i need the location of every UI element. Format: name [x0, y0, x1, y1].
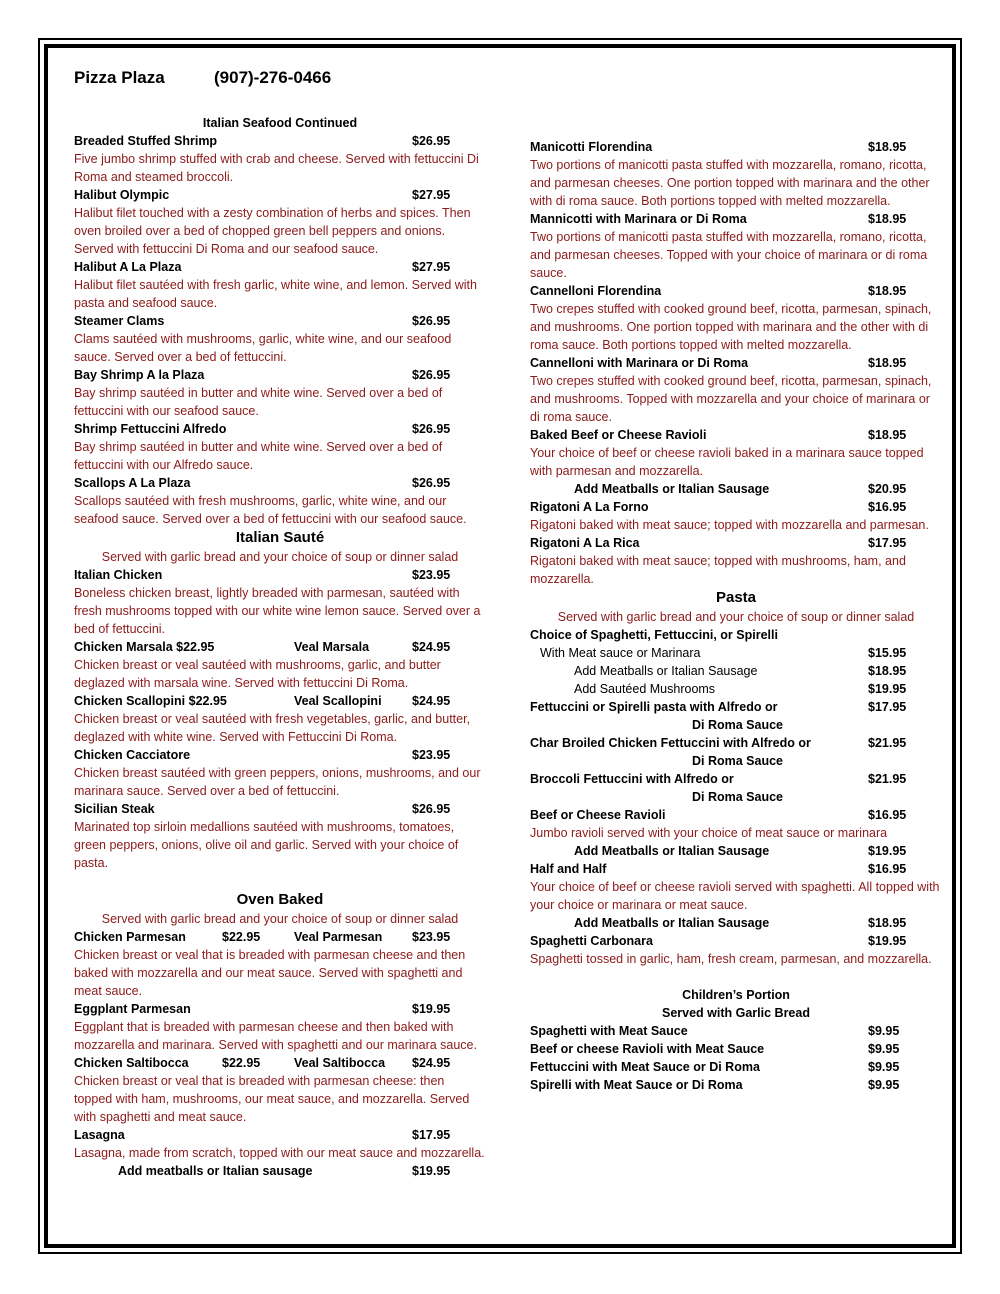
item-price: $26.95	[412, 476, 451, 490]
item-price: $18.95	[868, 284, 907, 298]
item-description: Lasagna, made from scratch, topped with our meat sauce and mozzarella.	[74, 1146, 485, 1160]
item-price: $26.95	[412, 422, 451, 436]
item-price: $17.95	[868, 536, 907, 550]
menu-item	[74, 420, 486, 474]
item-continuation	[530, 716, 942, 734]
item-description: Halibut filet sautéed with fresh garlic, white wine, and lemon. Served with pasta and seafood sauce.	[74, 278, 477, 310]
item-price: $26.95	[412, 134, 451, 148]
menu-addon	[530, 842, 942, 860]
item-description: Chicken breast or veal sautéed with mushrooms, garlic, and butter deglazed with marsala wine. Served with fettuccini Di Roma.	[74, 658, 441, 690]
menu-item	[530, 1022, 942, 1040]
addon-name: Add Meatballs or Italian Sausage	[574, 664, 758, 678]
item-price: $16.95	[868, 500, 907, 514]
menu-item	[74, 928, 486, 1000]
item-price: $23.95	[412, 748, 451, 762]
menu-item	[530, 498, 942, 534]
menu-addon	[530, 680, 942, 698]
left-column	[74, 114, 486, 1180]
menu-item	[74, 186, 486, 258]
menu-item	[530, 354, 942, 426]
item-price: $24.95	[412, 640, 451, 654]
item-name: Bay Shrimp A la Plaza	[74, 368, 205, 382]
item-description: Two portions of manicotti pasta stuffed with mozzarella, romano, ricotta, and parmesan cheeses. One portion topped with marinara and the other with di roma sauce. Both portions topped with melted mozzarella.	[530, 158, 930, 208]
item-description: Halibut filet touched with a zesty combination of herbs and spices. Then oven broiled over a bed of chopped green bell peppers and onions. Served with fettuccini Di Roma and our seafood sauce.	[74, 206, 471, 256]
item-description: Five jumbo shrimp stuffed with crab and cheese. Served with fettuccini Di Roma and steamed broccoli.	[74, 152, 479, 184]
item-price: $17.95	[868, 700, 907, 714]
section-subtitle: Served with Garlic Bread	[662, 1006, 810, 1020]
section-title: Oven Baked	[236, 891, 324, 908]
item-name: Char Broiled Chicken Fettuccini with Alfredo or	[530, 736, 811, 750]
menu-item	[530, 282, 942, 354]
item-description: Rigatoni baked with meat sauce; topped with mushrooms, ham, and mozzarella.	[530, 554, 906, 586]
item-description: Two portions of manicotti pasta stuffed with mozzarella, romano, ricotta, and parmesan cheeses. Topped with your choice of marinara or di roma sauce.	[530, 230, 928, 280]
item-name: Breaded Stuffed Shrimp	[74, 134, 218, 148]
menu-item	[74, 1054, 486, 1126]
pasta-choice	[530, 626, 942, 644]
menu-item	[530, 138, 942, 210]
item-description: Jumbo ravioli served with your choice of meat sauce or marinara	[530, 826, 888, 840]
item-name: Half and Half	[530, 862, 607, 876]
item-price: $21.95	[868, 772, 907, 786]
item-description: Boneless chicken breast, lightly breaded with parmesan, sautéed with fresh mushrooms topped with our white wine lemon sauce. Served over a bed of fettuccini.	[74, 586, 481, 636]
item-name: Eggplant Parmesan	[74, 1002, 191, 1016]
menu-item	[530, 932, 942, 968]
right-column	[530, 138, 942, 1094]
item-price: $15.95	[868, 646, 907, 660]
addon-name: Add Meatballs or Italian Sausage	[574, 916, 770, 930]
item-name: Chicken Scallopini $22.95	[74, 694, 227, 708]
item-price: $26.95	[412, 802, 451, 816]
item-name: Baked Beef or Cheese Ravioli	[530, 428, 707, 442]
item-name: Mannicotti with Marinara or Di Roma	[530, 212, 747, 226]
section-subtitle: Served with garlic bread and your choice of soup or dinner salad	[557, 610, 915, 624]
addon-price: $18.95	[868, 664, 907, 678]
item-name: Fettuccini or Spirelli pasta with Alfredo or	[530, 700, 778, 714]
section-title: Italian Sauté	[235, 529, 325, 546]
item-name: Spaghetti Carbonara	[530, 934, 653, 948]
menu-item	[74, 746, 486, 800]
addon-name: Add Meatballs or Italian Sausage	[574, 844, 770, 858]
item-description: Eggplant that is breaded with parmesan cheese and then baked with mozzarella and marinara. Served with spaghetti and our marinara sauce.	[74, 1020, 477, 1052]
item-continuation	[530, 752, 942, 770]
item-price: $9.95	[868, 1042, 900, 1056]
item-name: Halibut Olympic	[74, 188, 170, 202]
menu-addon	[530, 662, 942, 680]
menu-item	[74, 474, 486, 528]
menu-item	[530, 860, 942, 914]
item-price: $27.95	[412, 260, 451, 274]
section-subtitle: Served with garlic bread and your choice of soup or dinner salad	[101, 912, 459, 926]
item-name: Cannelloni Florendina	[530, 284, 662, 298]
item-price: $18.95	[868, 212, 907, 226]
item-alt-name: Veal Marsala	[294, 640, 370, 654]
item-price: $18.95	[868, 428, 907, 442]
item-name: Fettuccini with Meat Sauce or Di Roma	[530, 1060, 760, 1074]
item-price: $26.95	[412, 368, 451, 382]
menu-item	[530, 534, 942, 588]
item-description: Chicken breast or veal that is breaded with parmesan cheese and then baked with mozzarella and our meat sauce. Served with spaghetti and meat sauce.	[74, 948, 466, 998]
item-description: Chicken breast or veal that is breaded with parmesan cheese: then topped with ham, mushrooms, our meat sauce, and mozzarella. Served with spaghetti and meat sauce.	[74, 1074, 470, 1124]
menu-item	[530, 1040, 942, 1058]
menu-item	[530, 210, 942, 282]
item-name: Chicken Saltibocca	[74, 1056, 189, 1070]
item-name: Chicken Marsala $22.95	[74, 640, 215, 654]
item-description: Bay shrimp sautéed in butter and white wine. Served over a bed of fettuccini with our Alfredo sauce.	[74, 440, 443, 472]
item-price: $27.95	[412, 188, 451, 202]
item-price-chicken: $22.95	[222, 1056, 261, 1070]
item-price: $23.95	[412, 930, 451, 944]
item-name-cont: Di Roma Sauce	[692, 790, 784, 804]
item-price: $24.95	[412, 694, 451, 708]
menu-item	[74, 800, 486, 872]
item-name: Cannelloni with Marinara or Di Roma	[530, 356, 749, 370]
item-description: Chicken breast sautéed with green peppers, onions, mushrooms, and our marinara sauce. Served over a bed of fettuccini.	[74, 766, 481, 798]
addon-price: $20.95	[868, 482, 907, 496]
item-price: $18.95	[868, 356, 907, 370]
menu-item	[74, 638, 486, 692]
item-price: $23.95	[412, 568, 451, 582]
addon-name: Add Sautéed Mushrooms	[574, 682, 716, 696]
item-name: Choice of Spaghetti, Fettuccini, or Spirelli	[530, 628, 778, 642]
item-price: $21.95	[868, 736, 907, 750]
item-price: $16.95	[868, 808, 907, 822]
item-name: Beef or cheese Ravioli with Meat Sauce	[530, 1042, 765, 1056]
item-name: Broccoli Fettuccini with Alfredo or	[530, 772, 734, 786]
item-price: $26.95	[412, 314, 451, 328]
menu-item	[530, 426, 942, 480]
item-price: $19.95	[412, 1002, 451, 1016]
section-title: Children’s Portion	[682, 988, 790, 1002]
item-description: Bay shrimp sautéed in butter and white wine. Served over a bed of fettuccini with our seafood sauce.	[74, 386, 443, 418]
menu-header	[74, 68, 332, 88]
item-price: $16.95	[868, 862, 907, 876]
item-description: Your choice of beef or cheese ravioli baked in a marinara sauce topped with parmesan and mozzarella.	[530, 446, 924, 478]
menu-item	[74, 692, 486, 746]
addon-name: Add meatballs or Italian sausage	[118, 1164, 313, 1178]
menu-item	[530, 698, 942, 716]
menu-item	[74, 132, 486, 186]
addon-price: $19.95	[868, 844, 907, 858]
item-price: $9.95	[868, 1060, 900, 1074]
menu-item	[530, 806, 942, 842]
item-price: $9.95	[868, 1078, 900, 1092]
restaurant-name: Pizza Plaza	[74, 68, 165, 87]
item-name: Halibut A La Plaza	[74, 260, 182, 274]
menu-item	[530, 644, 942, 662]
item-name: Spaghetti with Meat Sauce	[530, 1024, 688, 1038]
item-description: Two crepes stuffed with cooked ground beef, ricotta, parmesan, spinach, and mushrooms. Topped with mozzarella and your choice of marinara or di roma sauce.	[530, 374, 932, 424]
item-name: Rigatoni A La Forno	[530, 500, 649, 514]
item-name: Steamer Clams	[74, 314, 165, 328]
item-alt-name: Veal Parmesan	[294, 930, 383, 944]
item-description: Chicken breast or veal sautéed with fresh vegetables, garlic, and butter, deglazed with white wine. Served with Fettuccini Di Roma.	[74, 712, 471, 744]
menu-addon	[530, 480, 942, 498]
item-description: Spaghetti tossed in garlic, ham, fresh cream, parmesan, and mozzarella.	[530, 952, 932, 966]
item-description: Marinated top sirloin medallions sautéed with mushrooms, tomatoes, green peppers, onions, olive oil and garlic. Served with your choice of pasta.	[74, 820, 459, 870]
section-title: Pasta	[715, 589, 757, 606]
menu-item	[74, 1126, 486, 1162]
item-description: Clams sautéed with mushrooms, garlic, white wine, and our seafood sauce. Served over a bed of fettuccini.	[74, 332, 452, 364]
menu-item	[530, 770, 942, 788]
section-subtitle: Served with garlic bread and your choice of soup or dinner salad	[101, 550, 459, 564]
item-continuation	[530, 788, 942, 806]
item-name: Chicken Cacciatore	[74, 748, 191, 762]
item-name: Beef or Cheese Ravioli	[530, 808, 666, 822]
menu-item	[74, 566, 486, 638]
item-description: Scallops sautéed with fresh mushrooms, garlic, white wine, and our seafood sauce. Served over a bed of fettuccini with our seafood sauce.	[74, 494, 467, 526]
item-name: Manicotti Florendina	[530, 140, 653, 154]
addon-price: $18.95	[868, 916, 907, 930]
menu-item	[74, 312, 486, 366]
menu-item	[530, 1076, 942, 1094]
menu-addon	[530, 914, 942, 932]
addon-name: Add Meatballs or Italian Sausage	[574, 482, 770, 496]
item-price: $24.95	[412, 1056, 451, 1070]
item-name: Chicken Parmesan	[74, 930, 186, 944]
item-name-cont: Di Roma Sauce	[692, 754, 784, 768]
item-name: Sicilian Steak	[74, 802, 155, 816]
menu-item	[530, 1058, 942, 1076]
menu-item	[74, 366, 486, 420]
item-name: Spirelli with Meat Sauce or Di Roma	[530, 1078, 743, 1092]
restaurant-phone: (907)-276-0466	[214, 68, 332, 87]
item-price: $19.95	[868, 934, 907, 948]
item-price: $18.95	[868, 140, 907, 154]
item-name: Italian Chicken	[74, 568, 163, 582]
item-name: Shrimp Fettuccini Alfredo	[74, 422, 227, 436]
item-price: $9.95	[868, 1024, 900, 1038]
item-description: Rigatoni baked with meat sauce; topped with mozzarella and parmesan.	[530, 518, 929, 532]
item-name: Scallops A La Plaza	[74, 476, 191, 490]
item-name-cont: Di Roma Sauce	[692, 718, 784, 732]
item-name: Lasagna	[74, 1128, 125, 1142]
addon-price: $19.95	[412, 1164, 451, 1178]
item-alt-name: Veal Saltibocca	[294, 1056, 386, 1070]
menu-item	[74, 258, 486, 312]
menu-addon	[74, 1162, 486, 1180]
item-price-chicken: $22.95	[222, 930, 261, 944]
section-title: Italian Seafood Continued	[202, 116, 358, 130]
item-name: With Meat sauce or Marinara	[540, 646, 701, 660]
item-description: Your choice of beef or cheese ravioli served with spaghetti. All topped with your choice or marinara or meat sauce.	[530, 880, 940, 912]
addon-price: $19.95	[868, 682, 907, 696]
item-name: Rigatoni A La Rica	[530, 536, 640, 550]
item-alt-name: Veal Scallopini	[294, 694, 382, 708]
menu-item	[530, 734, 942, 752]
item-price: $17.95	[412, 1128, 451, 1142]
menu-item	[74, 1000, 486, 1054]
item-description: Two crepes stuffed with cooked ground beef, ricotta, parmesan, spinach, and mushrooms. One portion topped with marinara and the other with di roma sauce. Both portions topped with melted mozzarella.	[530, 302, 932, 352]
